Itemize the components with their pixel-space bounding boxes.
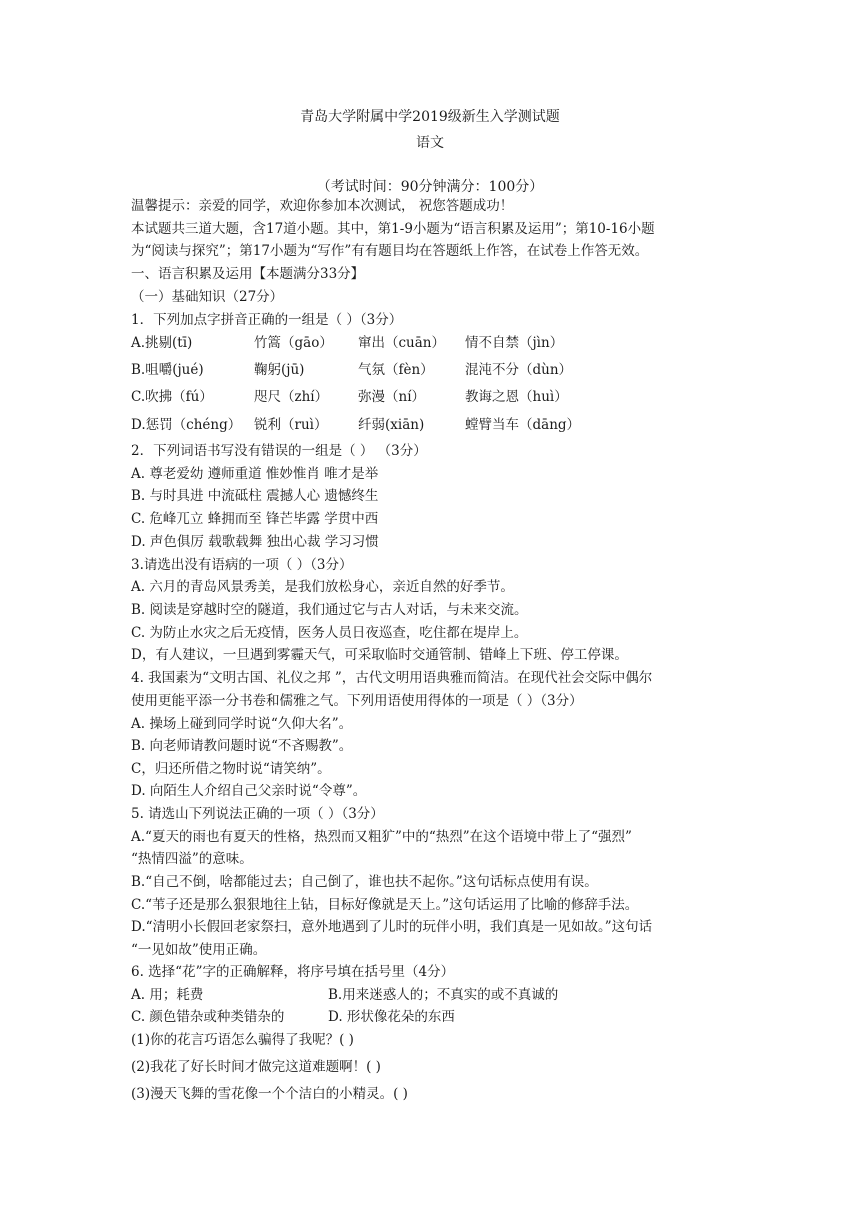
q2-option-b: B. 与时具进 中流砥柱 震撼人心 遗憾终生 (131, 488, 379, 504)
q6-item-2: (2)我花了好长时间才做完这道难题啊！( ) (131, 1059, 381, 1075)
q1-c-col3: 弥漫（ní） (358, 389, 426, 405)
q1-stem: 1．下列加点字拼音正确的一组是（ ）（3分） (131, 312, 403, 328)
q1-c-col1: C.吹拂（fú） (131, 389, 213, 405)
subject-title: 语文 (416, 135, 444, 151)
q1-a-col4: 情不自禁（jìn） (465, 335, 564, 351)
q1-b-col4: 混沌不分（dùn） (465, 362, 573, 378)
q1-c-col4: 教诲之恩（huì） (465, 389, 568, 405)
q1-a-col1: A.挑剔(tī) (131, 335, 193, 351)
q5-option-a-line-1: A.“夏天的雨也有夏天的性格，热烈而又粗犷”中的“热烈”在这个语境中带上了“强烈” (131, 829, 632, 845)
q2-option-a: A. 尊老爱幼 遵师重道 惟妙惟肖 唯才是举 (131, 466, 379, 482)
q6-option-d: D. 形状像花朵的东西 (328, 1009, 455, 1025)
q3-option-d: D，有人建议，一旦遇到雾霾天气，可采取临时交通管制、错峰上下班、停工停课。 (131, 647, 628, 663)
q6-option-a: A. 用；耗费 (131, 987, 204, 1003)
q6-option-b: B.用来迷惑人的；不真实的或不真诚的 (328, 987, 559, 1003)
q5-option-a-line-2: “热情四溢”的意味。 (131, 851, 253, 867)
q4-option-c: C，归还所借之物时说“请笑纳”。 (131, 761, 331, 777)
q6-option-c: C. 颜色错杂或种类错杂的 (131, 1009, 285, 1025)
q4-stem-line-2: 使用更能平添一分书卷和儒雅之气。下列用语使用得体的一项是（ ）（3分） (131, 693, 583, 709)
q3-option-a: A. 六月的青岛风景秀美，是我们放松身心，亲近自然的好季节。 (131, 579, 514, 595)
q4-option-d: D. 向陌生人介绍自己父亲时说“令尊”。 (131, 783, 367, 799)
q1-a-col2: 竹篙（gāo） (254, 335, 333, 351)
q1-d-col4: 螳臂当车（dāng） (465, 417, 581, 433)
intro-line-2: 为“阅读与探究”；第17小题为“写作”有有题目均在答题纸上作答，在试卷上作答无效。 (131, 243, 649, 259)
q5-option-d-line-1: D.“清明小长假回老家祭扫，意外地遇到了儿时的玩伴小明，我们真是一见如故。”这句话 (131, 919, 653, 935)
q2-option-c: C. 危峰兀立 蜂拥而至 锋芒毕露 学贯中西 (131, 511, 379, 527)
q1-c-col2: 咫尺（zhí） (254, 389, 329, 405)
section-1-title: 一、语言积累及运用【本题满分33分】 (131, 266, 365, 282)
q5-option-d-line-2: “一见如故”使用正确。 (131, 942, 267, 958)
q4-stem-line-1: 4. 我国素为“文明古国、礼仪之邦 ”，古代文明用语典雅而简洁。在现代社会交际中偶尔 (131, 670, 653, 686)
exam-info: （考试时间：90分钟满分：100分） (316, 179, 544, 195)
q1-d-col1: D.惩罚（chéng） (131, 417, 242, 433)
q6-item-1: (1)你的花言巧语怎么骗得了我呢？( ) (131, 1032, 354, 1048)
exam-title: 青岛大学附属中学2019级新生入学测试题 (300, 109, 560, 125)
q1-b-col2: 鞠躬(jū) (254, 362, 305, 378)
q5-option-c: C.“苇子还是那么狠狠地往上钻，目标好像就是天上。”这句话运用了比喻的修辞手法。 (131, 897, 639, 913)
q2-option-d: D. 声色俱厉 载歌载舞 独出心裁 学习习惯 (131, 534, 379, 550)
greeting: 温馨提示：亲爱的同学，欢迎你参加本次测试， 祝您答题成功！ (131, 198, 514, 214)
q3-option-c: C. 为防止水灾之后无疫情，医务人员日夜巡查，吃住都在堤岸上。 (131, 625, 528, 641)
q5-stem: 5. 请选山下列说法正确的一项（ ）（3分） (131, 806, 384, 822)
q1-b-col3: 气氛（fèn） (358, 362, 434, 378)
section-1-subtitle: （一）基础知识（27分） (131, 289, 284, 305)
q3-stem: 3.请选出没有语病的一项（ ）（3分） (131, 557, 353, 573)
q2-stem: 2．下列词语书写没有错误的一组是（ ） （3分） (131, 443, 427, 459)
q5-option-b: B.“自己不倒，啥都能过去；自己倒了，谁也扶不起你。”这句话标点使用有误。 (131, 874, 598, 890)
q1-d-col2: 锐利（ruì） (254, 417, 328, 433)
q1-b-col1: B.咀嚼(jué) (131, 362, 204, 378)
q3-option-b: B. 阅读是穿越时空的隧道，我们通过它与古人对话，与未来交流。 (131, 602, 528, 618)
q4-option-b: B. 向老师请教问题时说“不吝赐教”。 (131, 738, 353, 754)
q4-option-a: A. 操场上碰到同学时说“久仰大名”。 (131, 716, 353, 732)
q1-a-col3: 窜出（cuān） (358, 335, 445, 351)
q6-stem: 6. 选择“花”字的正确解释，将序号填在括号里（4分） (131, 964, 455, 980)
q1-d-col3: 纤弱(xiān) (358, 417, 425, 433)
intro-line-1: 本试题共三道大题，含17道小题。其中，第1-9小题为“语言积累及运用”；第10-16小题 (131, 221, 655, 237)
q6-item-3: (3)漫天飞舞的雪花像一个个洁白的小精灵。( ) (131, 1086, 408, 1102)
